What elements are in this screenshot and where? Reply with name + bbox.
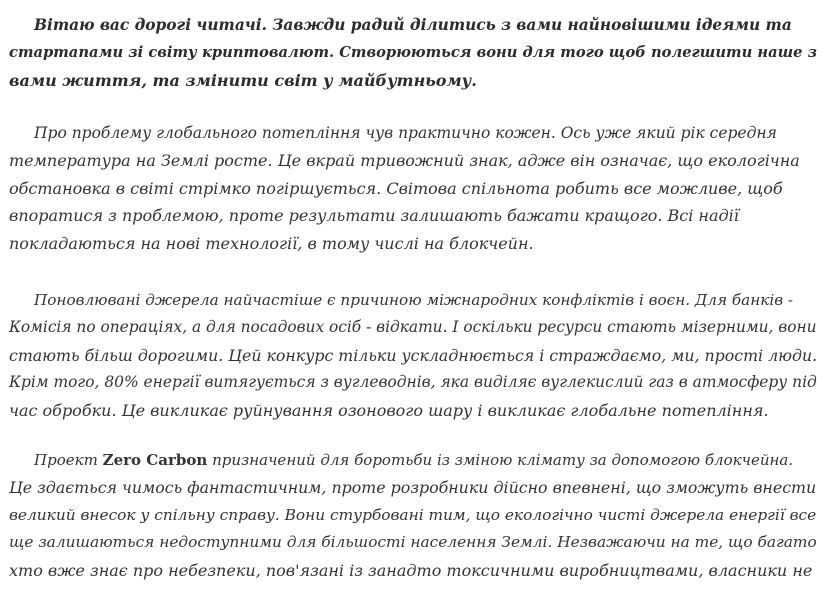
paragraph-line: Крім того, 80% енергії витягується з вуглеводнів, яка виділяє вуглекислий газ в атмосферу під [9, 373, 817, 392]
paragraph-line: стають більш дорогими. Цей конкурс тільки ускладнюється і страждаємо, ми, прості люди. [9, 345, 818, 365]
paragraph-lead: Проект [34, 451, 103, 469]
zero-carbon-paragraph [9, 447, 817, 584]
paragraph-line: обстановка в світі стрімко погіршується. Світова спільнота робить все можливе, щоб [9, 178, 783, 198]
paragraph-line: впоратися з проблемою, проте результати залишають бажати кращого. Всі надії [9, 206, 739, 226]
paragraph-line: Комісія по операціях, а для посадових осіб - відкати. І оскільки ресурси стають мізерними, вони [9, 318, 817, 337]
paragraph-line: великий внесок у спільну справу. Вони стурбовані тим, що екологічно чисті джерела енергії все [9, 505, 817, 524]
paragraph-line: Це здається чимось фантастичним, проте розробники дійсно впевнені, що зможуть внести [9, 478, 817, 498]
paragraph-line: хто вже знає про небезпеки, пов'язані із занадто токсичними виробництвами, власники не [9, 560, 813, 580]
paragraph-line: ще залишаються недоступними для більшості населення Землі. Незважаючи на те, що багато [9, 533, 817, 552]
intro-line: вами життя, та змінити світ у майбутньому. [9, 70, 477, 90]
global-warming-paragraph [9, 120, 817, 257]
project-name: Zero Carbon [102, 451, 208, 469]
intro-line: стартапами зі світу криптовалют. Створюються вони для того щоб полегшити наше з [9, 44, 817, 62]
paragraph-line: Поновлювані джерела найчастіше є причиною міжнародних конфліктів і воєн. Для банків - [34, 291, 794, 309]
paragraph-line: температура на Землі росте. Це вкрай тривожний знак, адже він означає, що екологічна [9, 151, 800, 171]
paragraph-line: покладаються на нові технології, в тому числі на блокчейн. [9, 233, 534, 253]
intro-paragraph [9, 12, 817, 94]
paragraph-line-rest: призначений для боротьби із зміною клімату за допомогою блокчейна. [207, 451, 794, 469]
intro-line: Вітаю вас дорогі читачі. Завжди радий ділитись з вами найновішими ідеями та [34, 16, 792, 34]
paragraph-line: час обробки. Це викликає руйнування озонового шару і викликає глобальне потепління. [9, 400, 769, 420]
paragraph-line [9, 447, 817, 474]
energy-sources-paragraph [9, 287, 817, 424]
paragraph-line: Про проблему глобального потепління чув практично кожен. Ось уже який рік середня [34, 124, 777, 142]
